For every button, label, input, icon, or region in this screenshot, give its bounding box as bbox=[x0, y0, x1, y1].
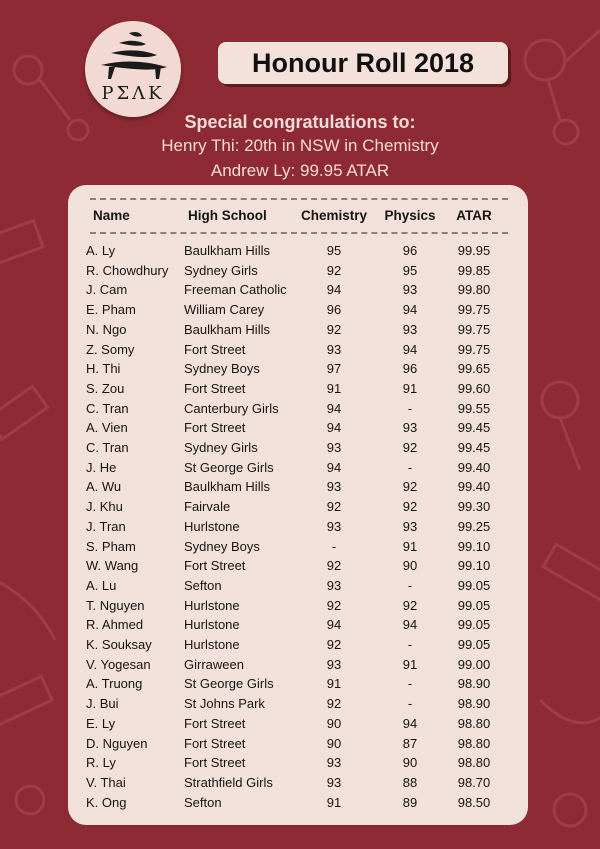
table-row bbox=[68, 322, 528, 342]
row-atar: 99.10 bbox=[457, 558, 491, 574]
row-school: William Carey bbox=[184, 302, 265, 318]
row-physics: 94 bbox=[402, 341, 418, 357]
row-name: D. Nguyen bbox=[86, 735, 148, 751]
row-chemistry: 92 bbox=[326, 499, 342, 515]
row-atar: 99.00 bbox=[457, 656, 491, 672]
row-name: C. Tran bbox=[86, 440, 129, 455]
row-chemistry: 91 bbox=[326, 794, 342, 810]
row-chemistry: 93 bbox=[326, 440, 342, 455]
row-school: Hurlstone bbox=[184, 637, 240, 652]
logo-text: PΣΛK bbox=[101, 83, 165, 104]
row-name: A. Ly bbox=[86, 243, 116, 258]
row-name: J. Khu bbox=[86, 499, 123, 515]
row-chemistry: 92 bbox=[326, 696, 342, 712]
row-school: Sefton bbox=[184, 794, 222, 810]
row-chemistry: 93 bbox=[326, 577, 342, 593]
row-physics: 91 bbox=[402, 538, 418, 554]
row-name: K. Ong bbox=[86, 794, 127, 810]
row-school: Sydney Boys bbox=[184, 361, 260, 377]
row-physics: 96 bbox=[402, 243, 418, 258]
table-row bbox=[68, 736, 528, 756]
row-physics: - bbox=[407, 676, 413, 692]
table-row bbox=[68, 440, 528, 460]
row-atar: 99.40 bbox=[457, 459, 491, 475]
table-row bbox=[68, 282, 528, 302]
row-school: Fort Street bbox=[184, 420, 246, 436]
table-row bbox=[68, 401, 528, 421]
row-chemistry: 97 bbox=[326, 361, 342, 377]
row-school: Girraween bbox=[184, 656, 244, 672]
row-atar: 99.75 bbox=[457, 321, 491, 337]
row-chemistry: 93 bbox=[326, 755, 342, 771]
row-name: Z. Somy bbox=[86, 341, 135, 357]
table-row bbox=[68, 676, 528, 696]
table-row bbox=[68, 637, 528, 657]
row-chemistry: 94 bbox=[326, 282, 342, 298]
row-physics: 91 bbox=[402, 380, 418, 396]
row-chemistry: 92 bbox=[326, 262, 342, 278]
row-atar: 99.65 bbox=[457, 361, 491, 377]
results-card bbox=[68, 185, 528, 825]
row-school: Sydney Boys bbox=[184, 538, 260, 554]
row-physics: - bbox=[407, 400, 413, 416]
row-physics: 92 bbox=[402, 499, 418, 515]
row-physics: 93 bbox=[402, 282, 418, 298]
row-school: Fort Street bbox=[184, 755, 246, 771]
row-school: St George Girls bbox=[184, 676, 274, 692]
row-atar: 99.60 bbox=[457, 380, 491, 396]
row-school: Fort Street bbox=[184, 341, 246, 357]
row-atar: 98.80 bbox=[457, 715, 491, 731]
row-physics: 94 bbox=[402, 715, 418, 731]
row-chemistry: 92 bbox=[326, 558, 342, 574]
row-atar: 99.80 bbox=[457, 282, 491, 298]
row-physics: - bbox=[407, 577, 413, 593]
row-name: E. Pham bbox=[86, 302, 136, 318]
row-atar: 99.75 bbox=[457, 341, 491, 357]
table-row bbox=[68, 519, 528, 539]
table-row bbox=[68, 361, 528, 381]
row-physics: 94 bbox=[402, 302, 418, 318]
row-chemistry: 94 bbox=[326, 420, 342, 436]
row-school: Sydney Girls bbox=[184, 440, 258, 455]
row-physics: 89 bbox=[402, 794, 418, 810]
row-name: T. Nguyen bbox=[86, 597, 145, 613]
table-row bbox=[68, 795, 528, 815]
row-chemistry: 94 bbox=[326, 400, 342, 416]
row-name: V. Thai bbox=[86, 774, 126, 790]
row-chemistry: 93 bbox=[326, 774, 342, 790]
row-school: Fairvale bbox=[184, 499, 231, 515]
row-atar: 99.05 bbox=[457, 597, 491, 613]
row-name: J. He bbox=[86, 459, 117, 475]
row-name: W. Wang bbox=[86, 558, 139, 574]
row-name: S. Pham bbox=[86, 538, 136, 554]
row-physics: 93 bbox=[402, 518, 418, 534]
header-atar: ATAR bbox=[456, 208, 492, 223]
table-row bbox=[68, 420, 528, 440]
row-atar: 99.95 bbox=[457, 243, 491, 258]
row-school: Baulkham Hills bbox=[184, 321, 270, 337]
header-name: Name bbox=[93, 208, 130, 223]
table-row bbox=[68, 598, 528, 618]
table-row bbox=[68, 755, 528, 775]
row-school: Sydney Girls bbox=[184, 262, 258, 278]
row-atar: 99.45 bbox=[457, 440, 491, 455]
row-chemistry: 90 bbox=[326, 715, 342, 731]
row-name: H. Thi bbox=[86, 361, 121, 377]
row-school: Fort Street bbox=[184, 715, 246, 731]
table-row bbox=[68, 696, 528, 716]
row-atar: 99.30 bbox=[457, 499, 491, 515]
row-name: N. Ngo bbox=[86, 321, 127, 337]
row-atar: 99.05 bbox=[457, 577, 491, 593]
row-school: Baulkham Hills bbox=[184, 479, 270, 495]
row-physics: - bbox=[407, 696, 413, 712]
row-chemistry: 93 bbox=[326, 518, 342, 534]
row-name: J. Tran bbox=[86, 518, 126, 534]
header-divider-top bbox=[90, 198, 508, 200]
row-atar: 99.05 bbox=[457, 617, 491, 633]
row-chemistry: 93 bbox=[326, 479, 342, 495]
row-name: A. Vien bbox=[86, 420, 128, 436]
row-chemistry: 91 bbox=[326, 380, 342, 396]
row-chemistry: 96 bbox=[326, 302, 342, 318]
table-row bbox=[68, 539, 528, 559]
row-physics: 95 bbox=[402, 262, 418, 278]
page-title: Honour Roll 2018 bbox=[251, 47, 475, 78]
peak-logo bbox=[85, 21, 181, 117]
row-physics: 92 bbox=[402, 440, 418, 455]
header-chemistry: Chemistry bbox=[300, 208, 368, 223]
row-school: Canterbury Girls bbox=[184, 400, 279, 416]
table-row bbox=[68, 342, 528, 362]
congrats-heading: Special congratulations to: bbox=[184, 112, 416, 132]
row-name: K. Souksay bbox=[86, 637, 152, 652]
header-divider-bottom bbox=[90, 232, 508, 234]
row-school: Hurlstone bbox=[184, 617, 240, 633]
row-atar: 99.75 bbox=[457, 302, 491, 318]
row-atar: 98.90 bbox=[457, 696, 491, 712]
row-physics: 92 bbox=[402, 479, 418, 495]
table-row bbox=[68, 578, 528, 598]
row-physics: - bbox=[407, 637, 413, 652]
row-physics: 96 bbox=[402, 361, 418, 377]
row-school: St George Girls bbox=[184, 459, 274, 475]
table-row bbox=[68, 775, 528, 795]
row-physics: 90 bbox=[402, 558, 418, 574]
row-chemistry: 91 bbox=[326, 676, 342, 692]
table-row bbox=[68, 381, 528, 401]
row-chemistry: 95 bbox=[326, 243, 342, 258]
row-atar: 99.45 bbox=[457, 420, 491, 436]
row-school: Baulkham Hills bbox=[184, 243, 270, 258]
header-physics: Physics bbox=[384, 208, 436, 223]
table-row bbox=[68, 657, 528, 677]
row-name: V. Yogesan bbox=[86, 656, 151, 672]
row-school: St Johns Park bbox=[184, 696, 265, 712]
table-row bbox=[68, 558, 528, 578]
row-name: R. Ly bbox=[86, 755, 116, 771]
row-chemistry: 94 bbox=[326, 459, 342, 475]
row-physics: 87 bbox=[402, 735, 418, 751]
row-school: Fort Street bbox=[184, 380, 246, 396]
table-row bbox=[68, 263, 528, 283]
table-row bbox=[68, 460, 528, 480]
row-physics: 92 bbox=[402, 597, 418, 613]
congrats-line: Henry Thi: 20th in NSW in Chemistry bbox=[161, 136, 439, 155]
row-physics: 91 bbox=[402, 656, 418, 672]
row-physics: 93 bbox=[402, 420, 418, 436]
title-banner bbox=[218, 42, 508, 84]
row-physics: 90 bbox=[402, 755, 418, 771]
row-atar: 99.25 bbox=[457, 518, 491, 534]
table-row bbox=[68, 499, 528, 519]
row-atar: 99.85 bbox=[457, 262, 491, 278]
row-physics: 93 bbox=[402, 321, 418, 337]
row-atar: 99.40 bbox=[457, 479, 491, 495]
header-school: High School bbox=[188, 208, 267, 223]
row-name: E. Ly bbox=[86, 715, 116, 731]
row-name: J. Bui bbox=[86, 696, 119, 712]
row-name: C. Tran bbox=[86, 400, 129, 416]
row-school: Fort Street bbox=[184, 558, 246, 574]
row-chemistry: 92 bbox=[326, 597, 342, 613]
congrats-line: Andrew Ly: 99.95 ATAR bbox=[210, 161, 390, 180]
table-row bbox=[68, 479, 528, 499]
row-atar: 99.05 bbox=[457, 637, 491, 652]
row-atar: 99.55 bbox=[457, 400, 491, 416]
row-chemistry: 92 bbox=[326, 637, 342, 652]
row-atar: 98.90 bbox=[457, 676, 491, 692]
table-row bbox=[68, 617, 528, 637]
row-atar: 98.70 bbox=[457, 774, 491, 790]
row-chemistry: - bbox=[331, 538, 337, 554]
row-chemistry: 90 bbox=[326, 735, 342, 751]
row-physics: 94 bbox=[402, 617, 418, 633]
row-school: Fort Street bbox=[184, 735, 246, 751]
row-atar: 99.10 bbox=[457, 538, 491, 554]
row-physics: - bbox=[407, 459, 413, 475]
row-physics: 88 bbox=[402, 774, 418, 790]
table-row bbox=[68, 243, 528, 263]
row-chemistry: 94 bbox=[326, 617, 342, 633]
row-name: R. Ahmed bbox=[86, 617, 144, 633]
row-chemistry: 93 bbox=[326, 341, 342, 357]
row-name: J. Cam bbox=[86, 282, 128, 298]
row-name: A. Truong bbox=[86, 676, 143, 692]
row-chemistry: 92 bbox=[326, 321, 342, 337]
row-school: Freeman Catholic bbox=[184, 282, 287, 298]
table-row bbox=[68, 716, 528, 736]
row-school: Strathfield Girls bbox=[184, 774, 273, 790]
row-atar: 98.80 bbox=[457, 735, 491, 751]
row-name: A. Wu bbox=[86, 479, 122, 495]
row-school: Hurlstone bbox=[184, 597, 240, 613]
row-school: Sefton bbox=[184, 577, 222, 593]
table-row bbox=[68, 302, 528, 322]
row-name: R. Chowdhury bbox=[86, 262, 169, 278]
row-school: Hurlstone bbox=[184, 518, 240, 534]
row-atar: 98.50 bbox=[457, 794, 491, 810]
row-name: A. Lu bbox=[86, 577, 117, 593]
row-atar: 98.80 bbox=[457, 755, 491, 771]
row-chemistry: 93 bbox=[326, 656, 342, 672]
row-name: S. Zou bbox=[86, 380, 125, 396]
